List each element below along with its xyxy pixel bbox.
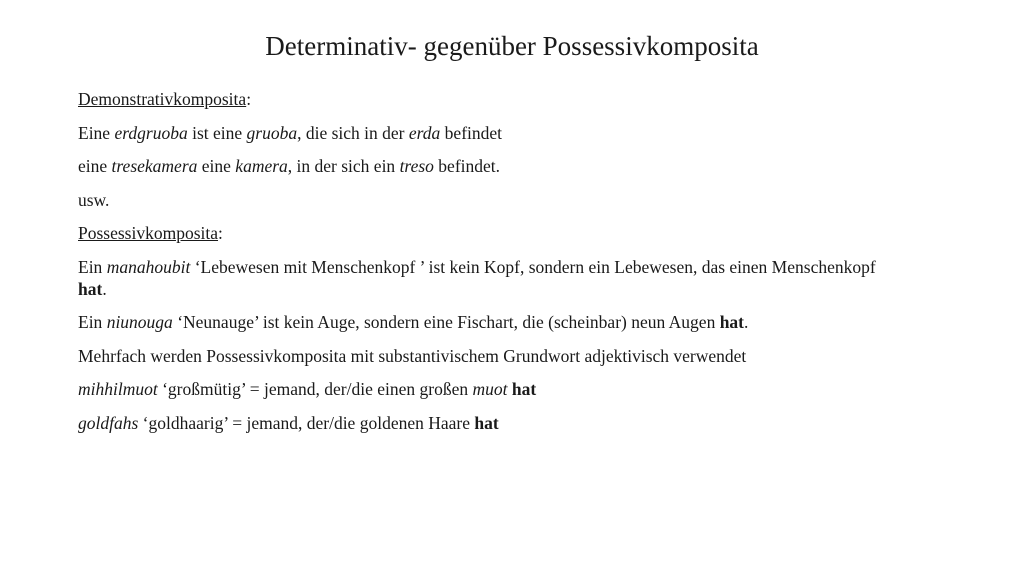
text-segment: ‘goldhaarig’ = jemand, der/die goldenen Haare bbox=[138, 412, 475, 433]
text-segment: tresekamera bbox=[111, 156, 198, 176]
text-segment: eine bbox=[197, 156, 236, 176]
paragraph-mehrfach bbox=[78, 345, 898, 367]
paragraph-goldfahs bbox=[78, 412, 898, 434]
text-segment: ‘Neunauge’ ist kein Auge, sondern eine Fischart, die (scheinbar) neun Augen bbox=[172, 312, 720, 332]
text-segment: , in der sich ein bbox=[287, 156, 400, 176]
text-segment: usw. bbox=[78, 189, 110, 210]
paragraph-erdgruoba bbox=[78, 122, 898, 144]
text-segment: Ein bbox=[78, 256, 107, 277]
text-segment: erdgruoba bbox=[114, 122, 188, 143]
text-segment: Eine bbox=[78, 122, 115, 143]
text-segment: manahoubit bbox=[106, 256, 191, 277]
paragraph-mihhilmuot bbox=[78, 378, 898, 400]
text-segment: hat bbox=[78, 278, 103, 299]
text-segment: hat bbox=[474, 412, 499, 433]
text-segment: hat bbox=[511, 379, 537, 399]
paragraph-niunouga bbox=[78, 311, 898, 333]
slide-title: Determinativ- gegenüber Possessivkomposita bbox=[265, 31, 759, 61]
text-segment: befindet bbox=[440, 122, 503, 143]
text-segment: eine bbox=[78, 156, 112, 176]
text-segment: ist eine bbox=[187, 122, 247, 143]
text-segment: ‘Lebewesen mit Menschenkopf ’ ist kein Kopf, sondern ein Lebewesen, das einen Menschenkopf bbox=[190, 256, 876, 277]
text-segment: mihhilmuot bbox=[78, 379, 158, 399]
text-segment: . bbox=[102, 278, 107, 299]
text-segment: treso bbox=[399, 156, 434, 176]
paragraph-usw bbox=[78, 189, 898, 211]
text-segment: erda bbox=[408, 122, 441, 143]
text-segment: : bbox=[246, 89, 252, 109]
text-segment: gruoba bbox=[246, 122, 298, 143]
text-segment: niunouga bbox=[106, 312, 173, 332]
text-segment: Ein bbox=[78, 312, 107, 332]
text-segment: muot bbox=[472, 379, 508, 399]
paragraph-possessiv-heading bbox=[78, 222, 898, 244]
text-segment: ‘großmütig’ = jemand, der/die einen großen bbox=[157, 379, 473, 399]
text-segment: kamera bbox=[235, 156, 288, 176]
paragraph-demonstrativ-heading bbox=[78, 88, 898, 110]
paragraph-manahoubit bbox=[78, 256, 898, 300]
text-segment: goldfahs bbox=[78, 412, 139, 433]
text-segment: befindet. bbox=[433, 156, 501, 176]
text-segment: Possessivkomposita bbox=[78, 223, 219, 243]
text-segment: : bbox=[218, 223, 223, 243]
text-segment: , die sich in der bbox=[297, 122, 409, 143]
slide-content bbox=[78, 88, 898, 445]
text-segment: Demonstrativkomposita bbox=[78, 89, 247, 109]
text-segment: hat bbox=[719, 312, 744, 332]
paragraph-tresekamera bbox=[78, 155, 898, 177]
text-segment: Mehrfach werden Possessivkomposita mit substantivischem Grundwort adjektivisch verwendet bbox=[78, 345, 747, 366]
text-segment: . bbox=[744, 312, 749, 332]
